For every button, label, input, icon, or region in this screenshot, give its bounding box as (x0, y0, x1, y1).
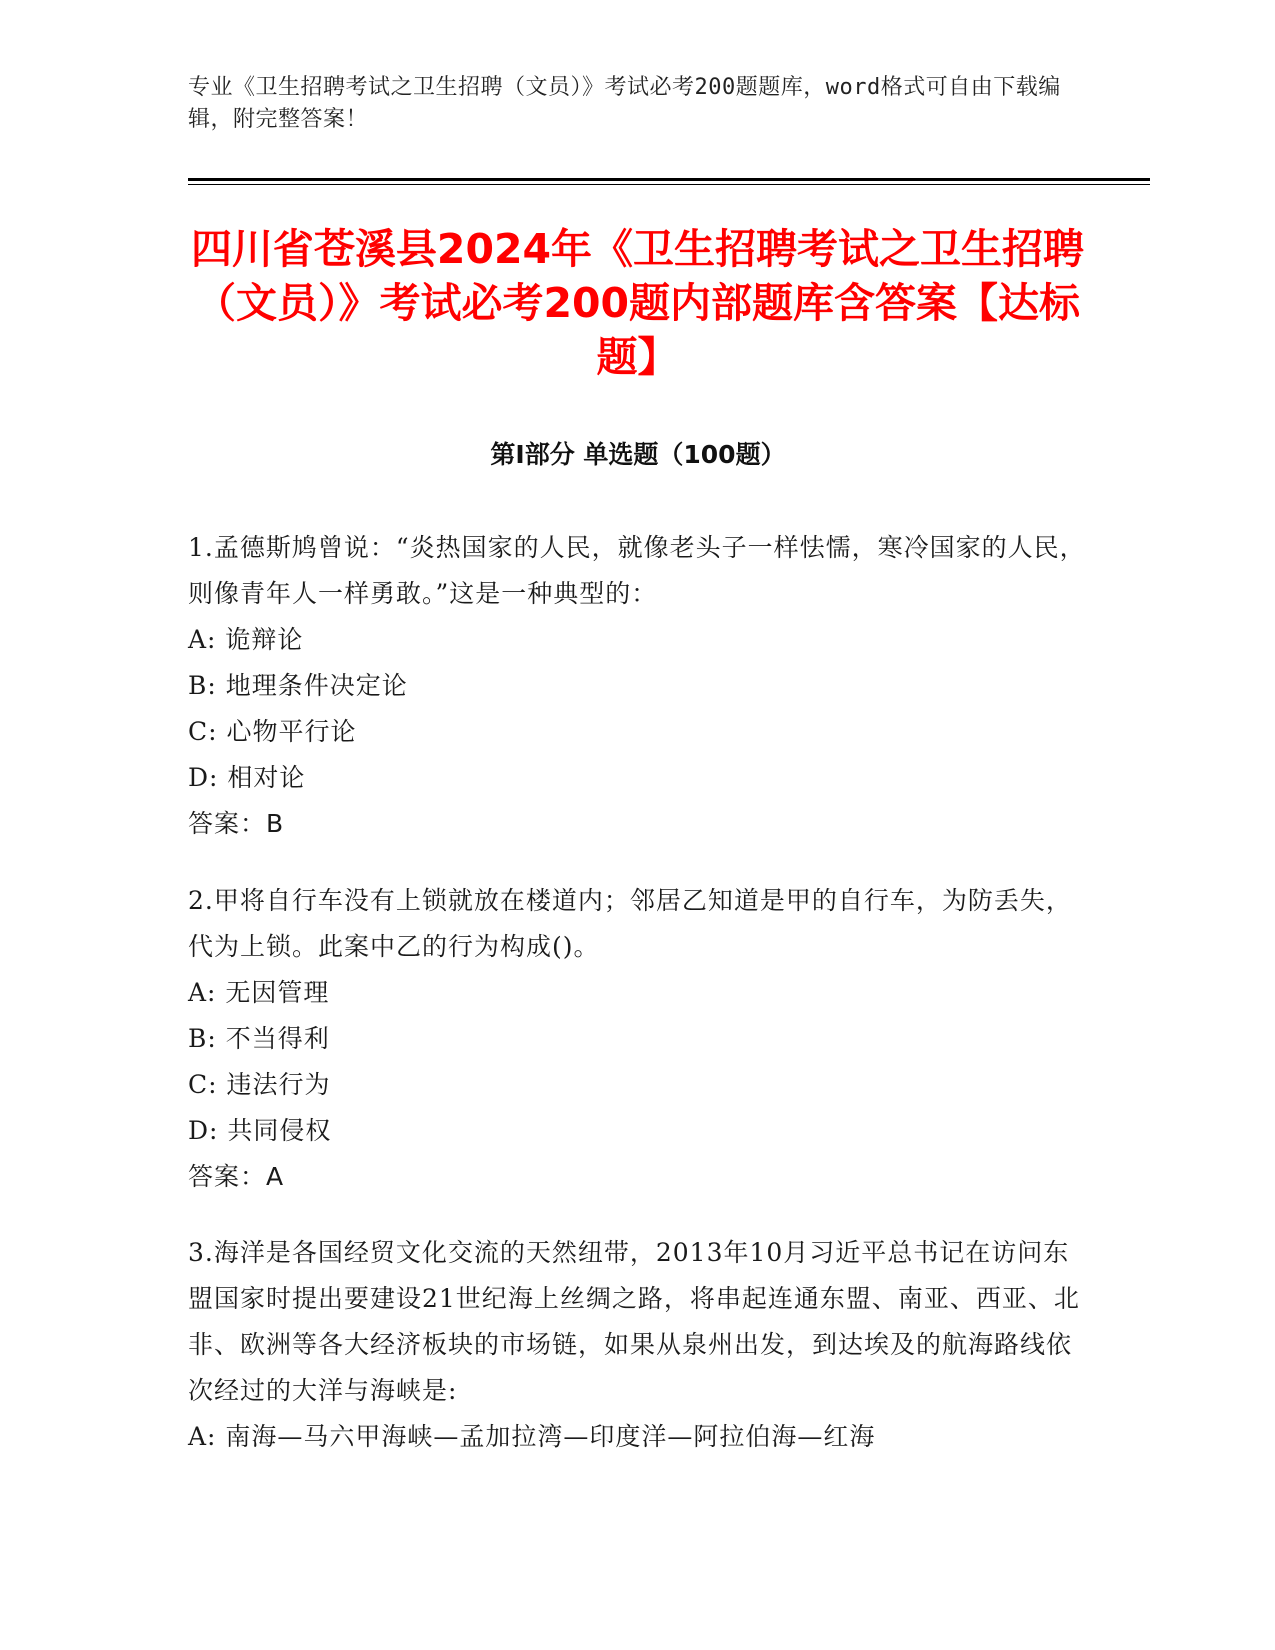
question-stem: 3.海洋是各国经贸文化交流的天然纽带，2013年10月习近平总书记在访问东盟国家时提出要建设21世纪海上丝绸之路，将串起连通东盟、南亚、西亚、北非、欧洲等各大经济板块的市场链，如果从泉州出发，到达埃及的航海路线依次经过的大洋与海峡是: (188, 1238, 1080, 1405)
option-c: C: 违法行为 (188, 1070, 331, 1099)
document-title: 四川省苍溪县2024年《卫生招聘考试之卫生招聘（文员）》考试必考200题内部题库含答案【达标题】 (190, 225, 1085, 381)
option-b: B: 不当得利 (188, 1024, 330, 1053)
option-b: B: 地理条件决定论 (188, 671, 408, 700)
option-d: D: 相对论 (188, 763, 306, 792)
question-stem: 2.甲将自行车没有上锁就放在楼道内；邻居乙知道是甲的自行车，为防丢失，代为上锁。此案中乙的行为构成()。 (188, 886, 1072, 961)
question-block (188, 525, 1088, 847)
header-divider-thick (188, 178, 1150, 181)
option-a: A: 诡辩论 (188, 625, 304, 654)
option-c: C: 心物平行论 (188, 717, 357, 746)
section-title: 第Ⅰ部分 单选题（100题） (490, 440, 786, 469)
header-divider-thin (188, 184, 1150, 185)
header-note: 专业《卫生招聘考试之卫生招聘（文员）》考试必考200题题库，word格式可自由下载编辑，附完整答案！ (188, 75, 1061, 132)
answer-line: 答案：A (188, 1162, 285, 1191)
answer-line: 答案：B (188, 809, 285, 838)
option-d: D: 共同侵权 (188, 1116, 332, 1145)
question-stem: 1.孟德斯鸠曾说：“炎热国家的人民，就像老头子一样怯懦，寒冷国家的人民，则像青年人一样勇敢。”这是一种典型的： (188, 533, 1086, 608)
question-block (188, 1230, 1088, 1460)
question-block (188, 878, 1088, 1200)
option-a: A: 无因管理 (188, 978, 330, 1007)
option-a: A: 南海—马六甲海峡—孟加拉湾—印度洋—阿拉伯海—红海 (188, 1422, 876, 1451)
